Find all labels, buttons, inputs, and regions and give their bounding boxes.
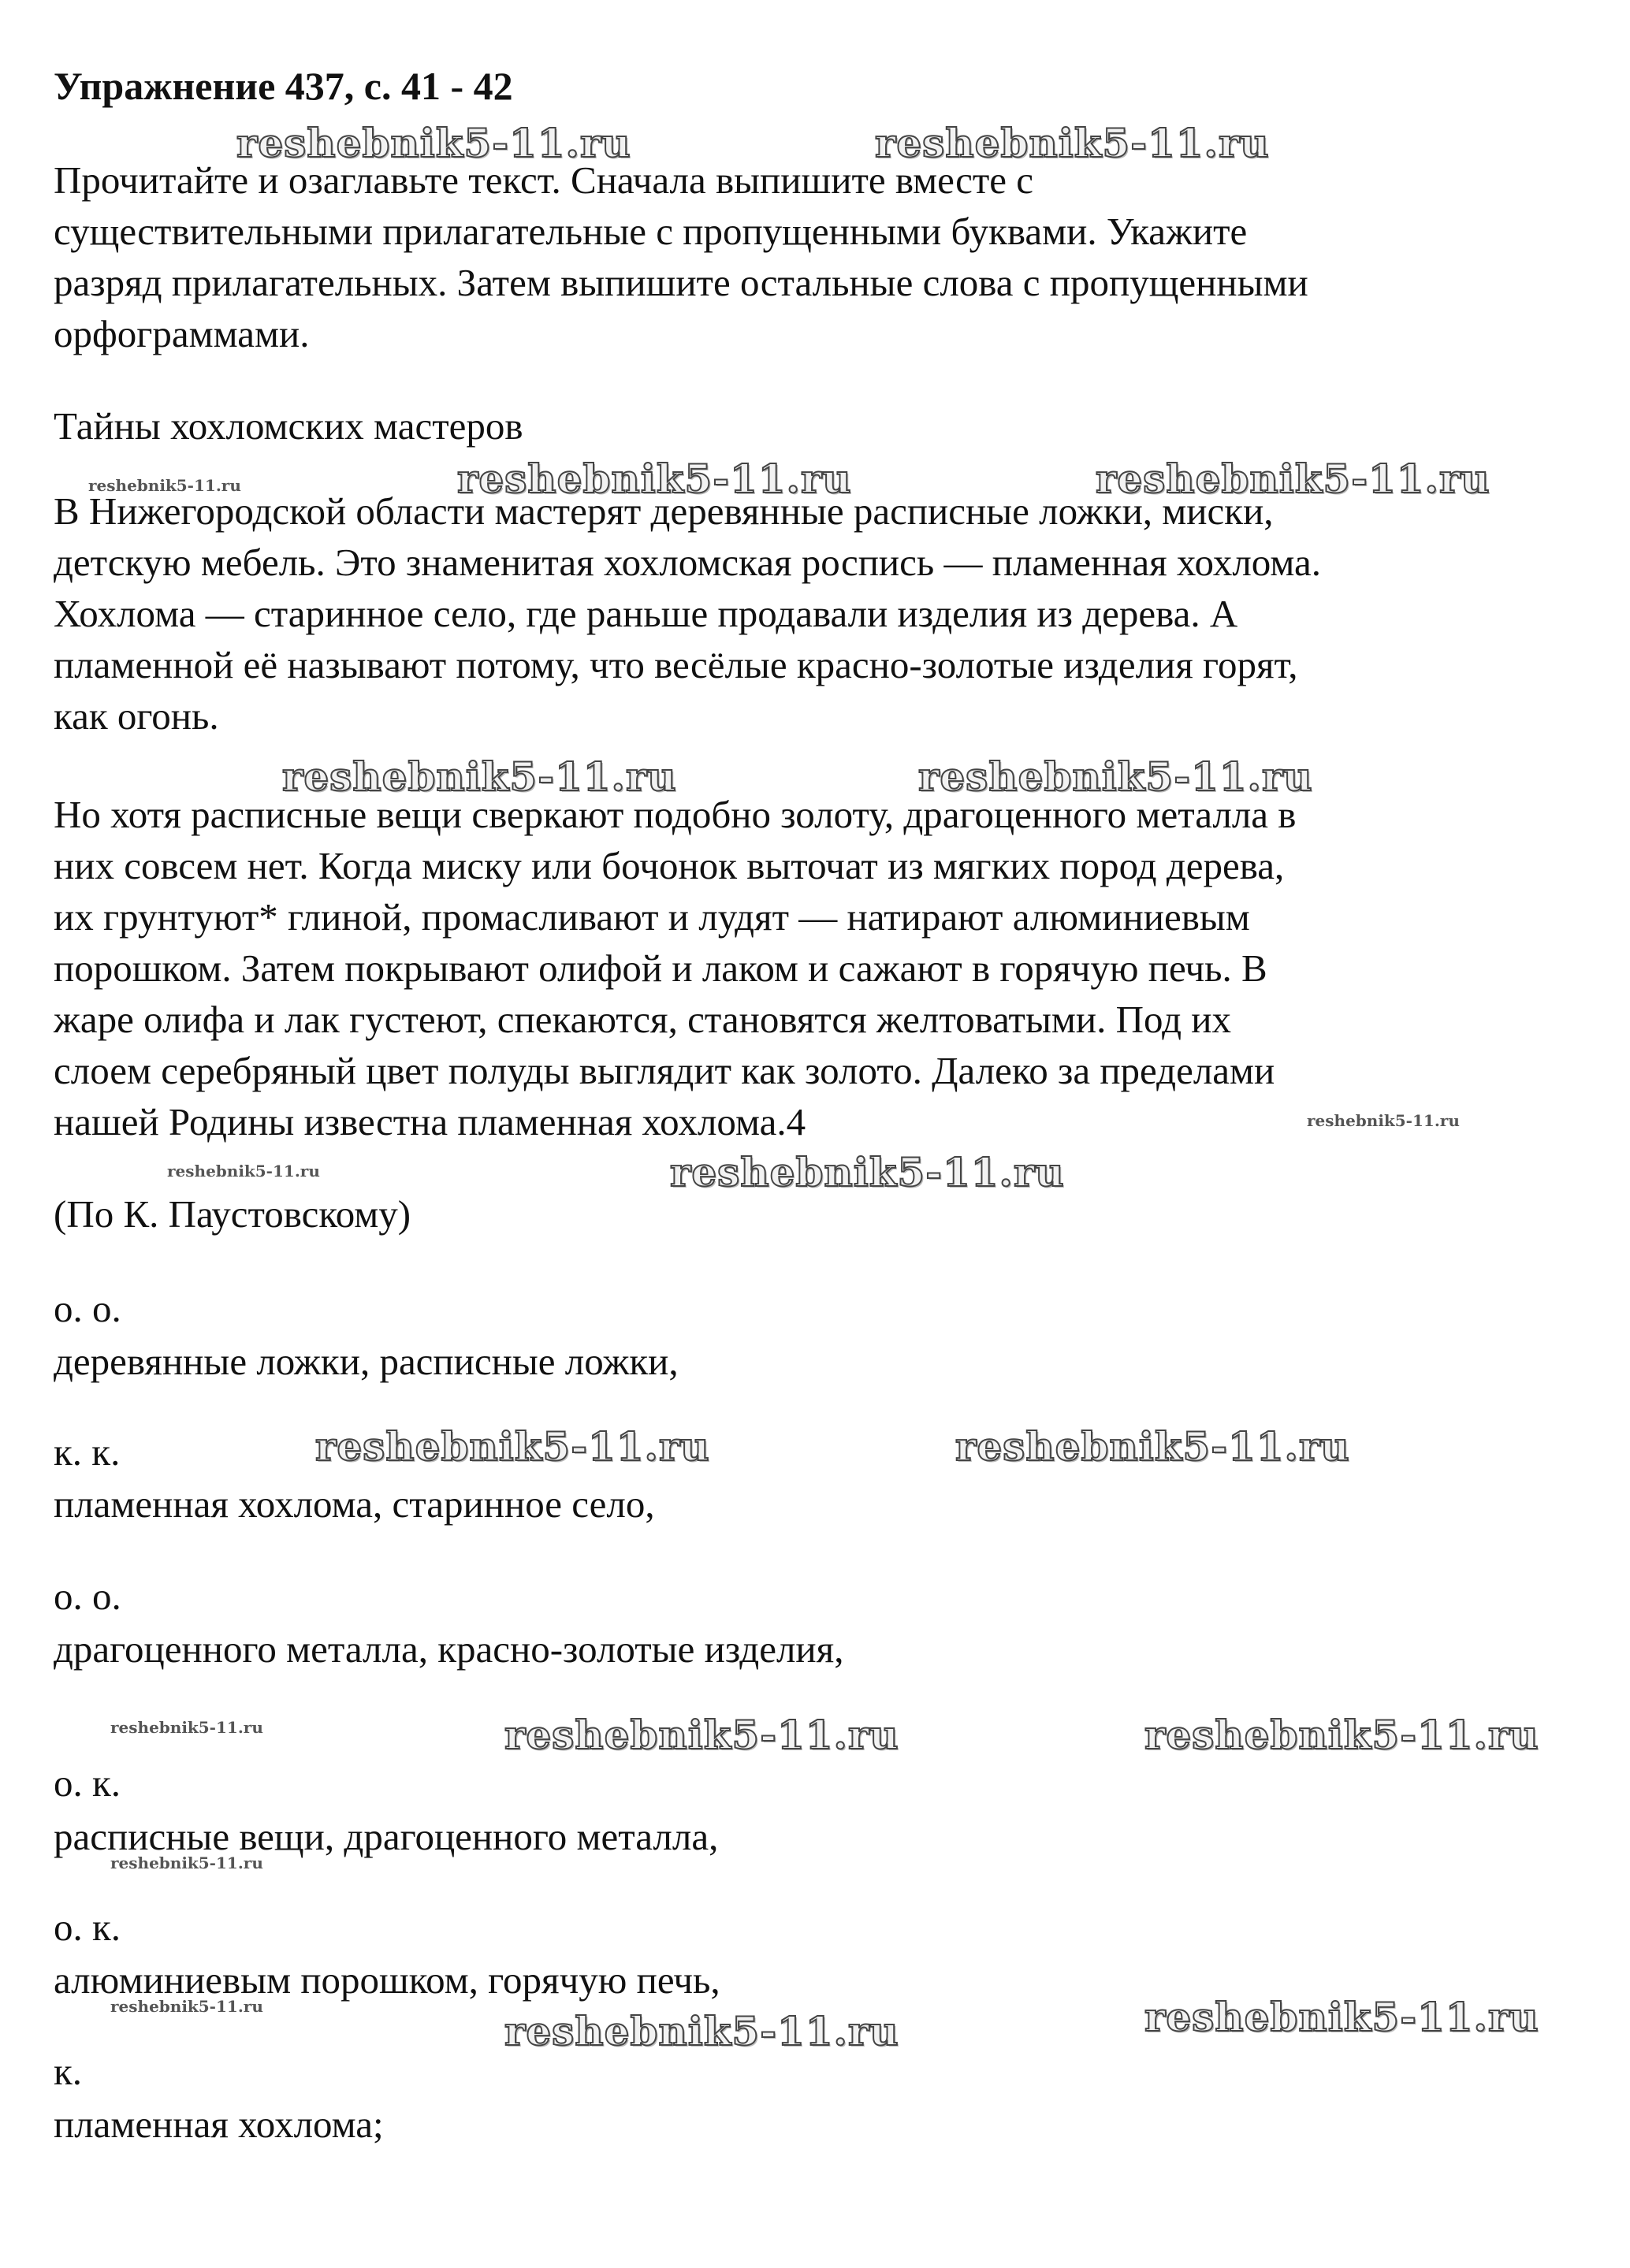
watermark: reshebnik5-11.ru [457,455,852,502]
watermark: reshebnik5-11.ru [110,1853,263,1872]
paragraph-line: порошком. Затем покрывают олифой и лаком и сажают в горячую печь. В [54,946,1267,990]
instruction-line: существительными прилагательные с пропущенными буквами. Укажите [54,210,1248,253]
paragraph-line: жаре олифа и лак густеют, спекаются, становятся желтоватыми. Под их [54,998,1231,1041]
watermark: reshebnik5-11.ru [110,1718,263,1737]
watermark: reshebnik5-11.ru [504,2008,899,2054]
watermark: reshebnik5-11.ru [670,1149,1065,1195]
answer-text: пламенная хохлома, старинное село, [54,1482,655,1526]
answer-text: драгоценного металла, красно-золотые изделия, [54,1627,844,1671]
watermark: reshebnik5-11.ru [918,753,1313,800]
watermark: reshebnik5-11.ru [1096,455,1490,502]
answer-label: о. к. [54,1761,121,1805]
watermark: reshebnik5-11.ru [504,1712,899,1758]
watermark: reshebnik5-11.ru [1144,1994,1539,2040]
paragraph-line: слоем серебряный цвет полуды выглядит как золото. Далеко за пределами [54,1049,1275,1092]
answer-text: пламенная хохлома; [54,2103,384,2146]
text-title: Тайны хохломских мастеров [54,404,523,448]
author-attribution: (По К. Паустовскому) [54,1192,411,1236]
watermark: reshebnik5-11.ru [88,476,241,495]
answer-text: деревянные ложки, расписные ложки, [54,1340,679,1383]
instruction-line: разряд прилагательных. Затем выпишите остальные слова с пропущенными [54,261,1308,304]
page-title: Упражнение 437, с. 41 - 42 [54,64,513,108]
watermark: reshebnik5-11.ru [315,1423,710,1470]
paragraph-line: нашей Родины известна пламенная хохлома.4 [54,1100,806,1143]
paragraph-line: детскую мебель. Это знаменитая хохломская роспись — пламенная хохлома. [54,541,1322,584]
watermark: reshebnik5-11.ru [167,1162,320,1180]
watermark: reshebnik5-11.ru [110,1997,263,2016]
watermark: reshebnik5-11.ru [1144,1712,1539,1758]
paragraph-line: Но хотя расписные вещи сверкают подобно золоту, драгоценного металла в [54,793,1297,836]
answer-label: о. о. [54,1575,121,1618]
instruction-line: орфограммами. [54,312,310,355]
paragraph-line: их грунтуют* глиной, промасливают и лудят — натирают алюминиевым [54,895,1250,939]
watermark: reshebnik5-11.ru [1307,1111,1460,1130]
paragraph-line: как огонь. [54,694,219,738]
answer-label: о. о. [54,1287,121,1330]
answer-label: к. к. [54,1430,121,1474]
answer-label: к. [54,2050,83,2093]
paragraph-line: В Нижегородской области мастерят деревянные расписные ложки, миски, [54,489,1274,533]
watermark: reshebnik5-11.ru [875,120,1270,166]
watermark: reshebnik5-11.ru [955,1423,1350,1470]
paragraph-line: Хохлома — старинное село, где раньше продавали изделия из дерева. А [54,592,1238,635]
answer-label: о. к. [54,1905,121,1949]
watermark: reshebnik5-11.ru [236,120,631,166]
watermark: reshebnik5-11.ru [282,753,677,800]
instruction-line: Прочитайте и озаглавьте текст. Сначала выпишите вместе с [54,158,1034,202]
paragraph-line: пламенной её называют потому, что весёлые красно-золотые изделия горят, [54,643,1298,686]
answer-text: алюминиевым порошком, горячую печь, [54,1958,720,2002]
paragraph-line: них совсем нет. Когда миску или бочонок выточат из мягких пород дерева, [54,844,1285,887]
answer-text: расписные вещи, драгоценного металла, [54,1815,719,1858]
